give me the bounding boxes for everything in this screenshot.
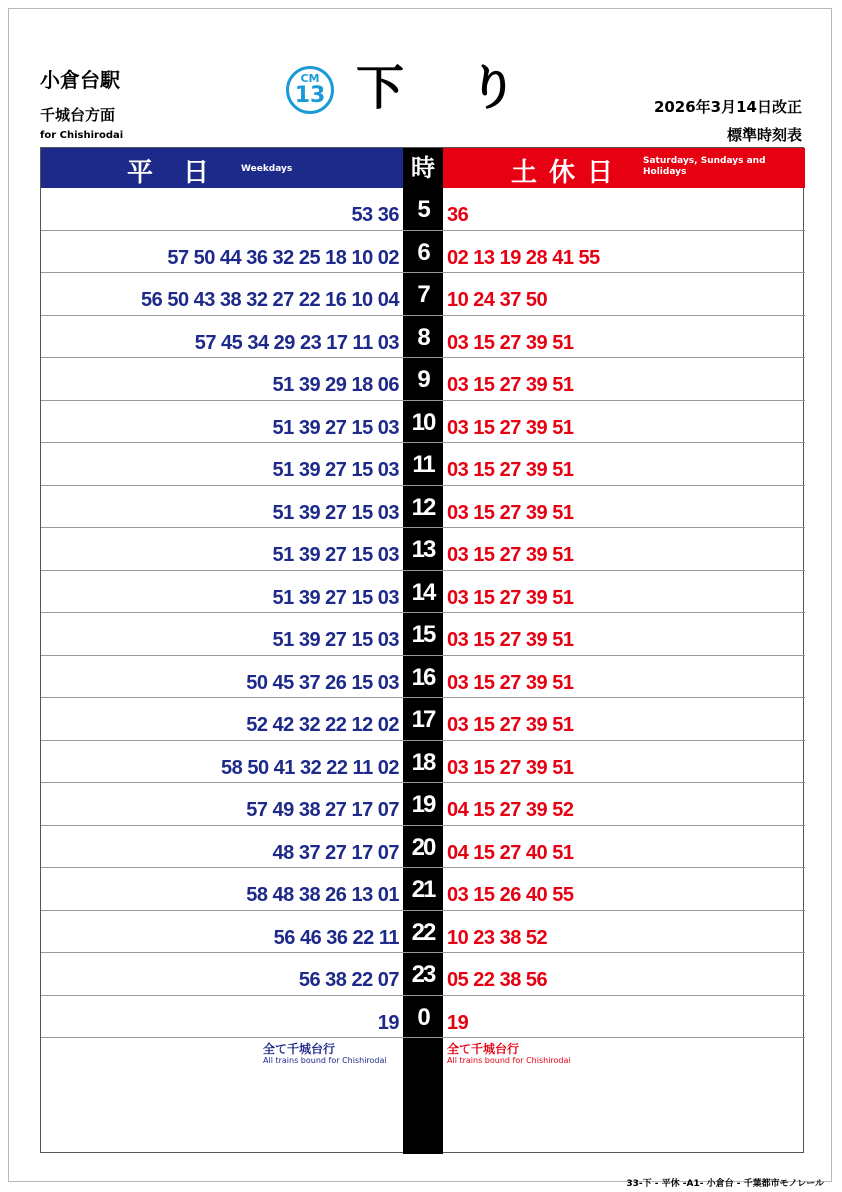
weekday-departures: 51 39 27 15 03 xyxy=(272,416,399,439)
timetable-row xyxy=(41,613,805,656)
holiday-header-label: 土休日 xyxy=(511,158,626,188)
footer-code: 33-下 - 平休 -A1- 小倉台 - 千葉都市モノレール xyxy=(626,1179,824,1189)
holiday-departures: 03 15 27 39 51 xyxy=(447,586,574,609)
holiday-departures: 03 15 27 39 51 xyxy=(447,629,574,651)
station-number: 13 xyxy=(294,83,326,108)
weekday-departures: 57 49 38 27 17 07 xyxy=(246,799,399,821)
weekday-note-ja: 全て千城台行 xyxy=(263,1042,336,1056)
hour-label: 16 xyxy=(411,663,435,691)
line-code: CM xyxy=(300,72,320,85)
holiday-departures: 03 15 27 39 51 xyxy=(447,416,574,439)
holiday-departures: 03 15 27 39 51 xyxy=(447,544,574,566)
timetable-row xyxy=(41,528,805,571)
direction-label: 千城台方面 xyxy=(40,106,116,124)
timetable-row xyxy=(41,698,805,741)
holiday-note-ja: 全て千城台行 xyxy=(447,1042,520,1056)
timetable-row xyxy=(41,273,805,316)
weekday-departures: 51 39 29 18 06 xyxy=(272,374,399,396)
holiday-departures: 03 15 27 39 51 xyxy=(447,331,574,354)
hour-label: 9 xyxy=(417,366,429,393)
weekday-departures: 51 39 27 15 03 xyxy=(272,629,399,651)
holiday-departures: 03 15 27 39 51 xyxy=(447,374,574,396)
hour-label: 6 xyxy=(417,238,429,266)
weekday-header-label: 平日 xyxy=(127,158,240,188)
hour-label: 18 xyxy=(411,748,435,776)
timetable-row xyxy=(41,741,805,784)
holiday-note xyxy=(447,1042,571,1066)
timetable-row xyxy=(41,358,805,401)
hour-label: 8 xyxy=(417,323,429,351)
timetable-row xyxy=(41,996,805,1039)
document-type: 標準時刻表 xyxy=(726,126,802,144)
weekday-departures: 57 50 44 36 32 25 18 10 02 xyxy=(167,246,399,269)
holiday-departures: 05 22 38 56 xyxy=(447,969,548,991)
holiday-note-en: All trains bound for Chishirodai xyxy=(447,1056,571,1065)
weekday-departures: 19 xyxy=(377,1011,399,1034)
timetable-row xyxy=(41,316,805,359)
weekday-departures: 57 45 34 29 23 17 11 03 xyxy=(194,331,399,354)
holiday-departures: 03 15 26 40 55 xyxy=(447,884,574,906)
timetable-row xyxy=(41,188,805,231)
revision-date: 2026年3月14日改正 xyxy=(653,98,802,116)
hour-label: 14 xyxy=(411,578,435,606)
holiday-departures: 10 24 37 50 xyxy=(447,289,548,311)
weekday-header xyxy=(41,148,403,188)
hour-label: 19 xyxy=(411,791,435,818)
weekday-departures: 51 39 27 15 03 xyxy=(272,459,399,481)
hour-label: 12 xyxy=(411,493,435,521)
hour-label: 15 xyxy=(411,621,435,648)
holiday-departures: 36 xyxy=(447,204,469,226)
weekday-departures: 56 46 36 22 11 xyxy=(273,926,399,949)
station-number-badge xyxy=(286,66,334,114)
weekday-note xyxy=(263,1042,387,1066)
timetable-row xyxy=(41,231,805,274)
weekday-departures: 52 42 32 22 12 02 xyxy=(246,714,399,736)
weekday-departures: 51 39 27 15 03 xyxy=(272,501,399,524)
weekday-departures: 56 50 43 38 32 27 22 16 10 04 xyxy=(141,289,399,311)
timetable-row xyxy=(41,401,805,444)
holiday-departures: 02 13 19 28 41 55 xyxy=(447,246,600,269)
station-name: 小倉台駅 xyxy=(40,68,120,92)
holiday-departures: 10 23 38 52 xyxy=(447,926,548,949)
timetable-row xyxy=(41,911,805,954)
weekday-departures: 53 36 xyxy=(351,204,399,226)
hour-header: 時 xyxy=(403,148,443,188)
weekday-departures: 48 37 27 17 07 xyxy=(272,841,399,864)
hour-label: 21 xyxy=(411,876,435,903)
holiday-header-label-en: Saturdays, Sundays and Holidays xyxy=(643,156,766,177)
hour-label: 10 xyxy=(411,408,435,436)
weekday-departures: 50 45 37 26 15 03 xyxy=(246,671,399,694)
hour-label: 7 xyxy=(417,281,429,308)
hour-label: 13 xyxy=(411,536,435,563)
timetable-row xyxy=(41,868,805,911)
timetable-row xyxy=(41,486,805,529)
holiday-departures: 03 15 27 39 51 xyxy=(447,756,574,779)
weekday-departures: 56 38 22 07 xyxy=(298,969,399,991)
timetable-row xyxy=(41,783,805,826)
hour-label: 11 xyxy=(412,451,434,478)
hour-label: 17 xyxy=(411,706,435,733)
hour-label: 23 xyxy=(411,961,435,988)
holiday-departures: 03 15 27 39 51 xyxy=(447,671,574,694)
holiday-departures: 04 15 27 40 51 xyxy=(447,841,574,864)
holiday-departures: 03 15 27 39 51 xyxy=(447,459,574,481)
weekday-departures: 51 39 27 15 03 xyxy=(272,586,399,609)
timetable xyxy=(40,147,804,1153)
timetable-row xyxy=(41,953,805,996)
holiday-departures: 03 15 27 39 51 xyxy=(447,714,574,736)
hour-label: 20 xyxy=(411,833,435,861)
holiday-departures: 19 xyxy=(447,1011,469,1034)
weekday-departures: 58 50 41 32 22 11 02 xyxy=(221,756,399,779)
hour-label: 22 xyxy=(411,918,435,946)
hour-label: 0 xyxy=(417,1003,429,1031)
weekday-note-en: All trains bound for Chishirodai xyxy=(263,1056,387,1065)
timetable-row xyxy=(41,443,805,486)
weekday-departures: 58 48 38 26 13 01 xyxy=(246,884,399,906)
holiday-departures: 04 15 27 39 52 xyxy=(447,799,574,821)
holiday-header xyxy=(443,148,805,188)
holiday-departures: 03 15 27 39 51 xyxy=(447,501,574,524)
timetable-row xyxy=(41,826,805,869)
timetable-row xyxy=(41,656,805,699)
direction-label-en: for Chishirodai xyxy=(40,130,124,141)
timetable-row xyxy=(41,571,805,614)
weekday-header-label-en: Weekdays xyxy=(241,164,293,174)
weekday-departures: 51 39 27 15 03 xyxy=(272,544,399,566)
hour-label: 5 xyxy=(417,196,429,223)
direction-title: 下 り xyxy=(356,60,541,116)
